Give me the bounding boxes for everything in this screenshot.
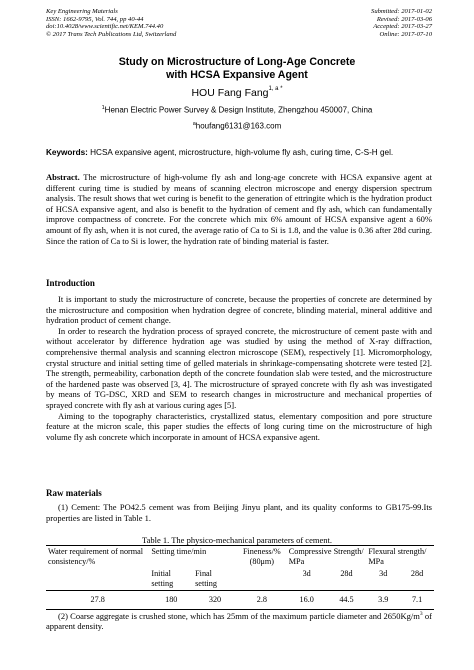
keywords (46, 148, 434, 158)
table-cell: 180 (165, 595, 178, 604)
header-line: Online: 2017-07-10 (379, 30, 432, 38)
abstract-text: The microstructure of high-volume fly ash and long-age concrete with HCSA expansive agent at different curing time is studied by means of scanning electron microscope and energy dispersion spectrum analysis. The result shows that wet curing is benefit to the generation of ettringite which is the hydration product of HCSA expansive agent, and also is benefit to the hydration of cement and fly ash, which can fundamentally improve compactness of concrete. For the concrete which mix 6% amount of HCSA expansive agent a 60% amount of fly ash, when it is not cured, the average ratio of Ca to Si is 1.8, and the value is 0.36 after 28d curing. Since the ration of Ca to Si is lower, the hydration rate of binding material is faster. (46, 172, 432, 246)
table-header-row (46, 546, 434, 569)
intro-paragraph: In order to research the hydration process of sprayed concrete, the microstructure of cement paste with and without accelerator by difference hydration age was studied by using the method of X-ray diffraction, comprehensive thermal analysis and scanning electron microscope (SEM), respectively [1]. Micromorphology, crystal structure and initial setting time of gelled materials in shrinkage-compensating shotcrete were tested [2]. The strength, permeability, carbonation depth of the concrete foundation slab were tested, and the microstructure of the hardened paste was observed [3, 4]. The microstructure of sprayed concrete with fly ash was investigated by means of TG-DSC, XRD and SEM to research changes in microstructure and mechanical properties of sprayed concrete with fly ash at various curing ages [5]. (46, 325, 432, 410)
email-line (40, 121, 434, 131)
superscript: 3 (419, 611, 423, 617)
keywords-text: HCSA expansive agent, microstructure, high-volume fly ash, curing time, C-S-H gel. (87, 148, 394, 157)
table-cell: 16.0 (299, 595, 314, 604)
table-header-cell: Fineness/% (80μm) (242, 547, 281, 566)
intro-paragraph: Aiming to the topography characteristics, crystallized status, elementary composition and pore structure feature at the micron scale, this paper studies the effects of long curing time on the microstructure of high volume fly ash concrete which incorporate in amount of HCSA expansive agent. (46, 410, 432, 442)
author-name: HOU Fang Fang (191, 87, 269, 99)
table-header-cell: Final setting (195, 569, 217, 588)
section-heading-raw-materials: Raw materials (46, 488, 102, 498)
table-cell: 320 (208, 595, 222, 604)
journal-header (46, 8, 176, 38)
table-header-cell: 3d (302, 569, 311, 578)
table-header-cell: 28d (410, 569, 424, 578)
author-line (40, 87, 434, 99)
keywords-label: Keywords: (46, 148, 88, 157)
header-line: Submitted: 2017-01-02 (371, 8, 432, 15)
raw-materials-paragraph (46, 502, 432, 523)
header-line: doi:10.4028/www.scientific.net/KEM.744.40 (46, 23, 164, 31)
table-cell: 3.9 (378, 595, 389, 604)
table-header-cell: Water requirement of normal consistency/% (48, 547, 144, 566)
dates-header (371, 8, 432, 38)
raw-paragraph-text: (2) Coarse aggregate is crushed stone, which has 25mm of the maximum particle diameter and 2650Kg/m (58, 610, 420, 621)
header-line: Accepted: 2017-03-27 (373, 23, 432, 31)
table-cell: 27.8 (90, 595, 105, 604)
abstract (46, 172, 432, 246)
paper-title (40, 56, 434, 82)
table-header-cell: Setting time/min (151, 547, 207, 556)
table-header-cell: 28d (340, 569, 353, 578)
header-line: © 2017 Trans Tech Publications Ltd, Switzerland (46, 30, 177, 38)
section-heading-introduction: Introduction (46, 278, 95, 288)
abstract-label: Abstract. (46, 172, 80, 182)
raw-paragraph: (1) Cement: The PO42.5 cement was from Beijing Jinyu plant, and its quality conforms to GB175-99.Its properties are listed in Table 1. (46, 502, 432, 523)
title-line: with HCSA Expansive Agent (166, 69, 308, 81)
cement-parameters-table (46, 545, 434, 610)
table-cell: 2.8 (256, 595, 267, 604)
coarse-aggregate-paragraph (46, 609, 432, 632)
table-header-cell: 3d (379, 569, 388, 578)
table-cell: 7.1 (411, 595, 423, 604)
affiliation (40, 105, 434, 115)
header-line: Revised: 2017-03-06 (376, 15, 432, 23)
table-caption: Table 1. The physico-mechanical parameters of cement. (142, 535, 332, 545)
raw-paragraph-text: of apparent density. (46, 610, 432, 632)
table-header-cell: Initial setting (151, 569, 174, 588)
header-line: Key Engineering Materials (46, 8, 118, 15)
table-header-cell: Compressive Strength/ MPa (288, 547, 364, 566)
table-header-cell: Flexural strength/ MPa (368, 547, 427, 566)
intro-paragraph: It is important to study the microstructure of concrete, because the properties of concrete are determined by the microstructure and composition when hydration degree of concrete, blinding material, mineral additive and hydration product of cement change. (46, 294, 432, 326)
header-line: ISSN: 1662-9795, Vol. 744, pp 40-44 (46, 15, 144, 23)
affiliation-superscript: 1 (101, 105, 105, 111)
table-row (46, 591, 434, 610)
title-line: Study on Microstructure of Long-Age Concrete (118, 56, 356, 68)
author-superscript: 1, a * (268, 86, 283, 92)
affiliation-text: Henan Electric Power Survey & Design Institute, Zhengzhou 450007, China (104, 105, 373, 115)
introduction-body (46, 294, 432, 442)
email-superscript: a (192, 121, 196, 127)
email-link[interactable]: houfang6131@163.com (195, 121, 282, 131)
table-cell: 44.5 (339, 595, 354, 604)
